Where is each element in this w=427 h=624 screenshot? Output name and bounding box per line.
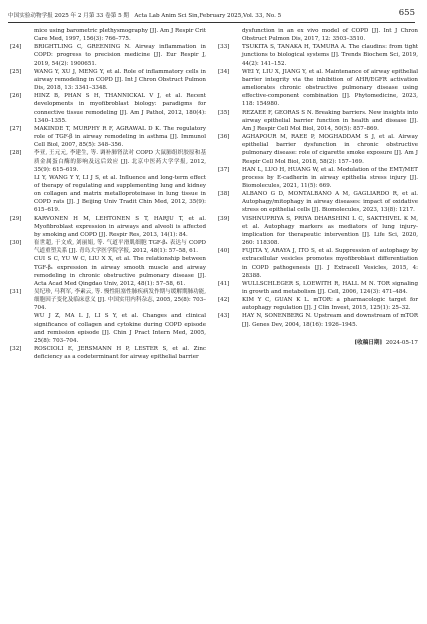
running-header (8, 8, 415, 22)
reference-text: VISHNUPRIYA S, PRIYA DHARSHINI L C, SAKTHIVEL K M, et al. Autophagy markers as mediators of lung injury-implication for therapeutic intervention [J]. Life Sci, 2020, 260: 118308. (242, 215, 418, 247)
received-label: [收稿日期] (354, 339, 383, 346)
reference-number: [29] (10, 215, 22, 222)
reference-number: [31] (10, 289, 22, 295)
reference-entry (10, 149, 206, 173)
reference-text: WU J Z, MA L J, LI S Y, et al. Changes and clinical significance of collagen and cytokine during COPD episode and remission episode [J]. Chin J Pract Intern Med, 2005, 25(8): 703–704. (34, 313, 206, 344)
reference-number: [34] (218, 68, 230, 75)
reference-number: [39] (218, 215, 230, 222)
reference-number: [30] (10, 240, 22, 247)
reference-text: 李亚, 王元元, 李建生, 等. 调补肺肾法对 COPD 大鼠肺组织胶原和基质金属蛋白酶的影响及远后效应 [J]. 北京中医药大学学报, 2012, 35(9): 615–619. (34, 150, 206, 173)
reference-entry (10, 27, 206, 43)
reference-text: 吴纪珍, 马利军, 李素云, 等. 慢性阻塞性肺疾病发作期与缓解期肺功能, 细胞因子变化及临床意义 [J]. 中国实用内科杂志, 2005, 25(8): 703–704. (34, 289, 206, 312)
reference-number: [36] (218, 134, 230, 141)
reference-text: WEI Y, LIU X, JIANG Y, et al. Maintenance of airway epithelial barrier integrity via the inhibition of AHR/EGFR activation ameliorates chronic obstructive pulmonary disease using effective-component combination [J]. Phytomedicine, 2023, 118: 154980. (242, 68, 418, 108)
reference-entry (10, 312, 206, 345)
reference-number: [43] (218, 313, 230, 320)
reference-entry (10, 125, 206, 149)
reference-number: [38] (218, 191, 230, 198)
reference-text: REZAEE F, GEORAS S N. Breaking barriers. New insights into airway epithelial barrier function in health and disease [J]. Am J Respir Cell Mol Biol, 2014, 50(5): 857–869. (242, 109, 418, 132)
reference-text: ALBANO G D, MONTALBANO A M, GAGLIARDO R, et al. Autophagy/mitophagy in airway diseases: impact of oxidative stress on epithelial cells [J]. Biomolecules, 2023, 13(8): 1217. (242, 191, 418, 214)
reference-text: KIM Y C, GUAN K L. mTOR: a pharmacologic target for autophagy regulation [J]. J Clin Invest, 2015, 125(1): 25–32. (242, 297, 418, 312)
journal-name-zh: 中国实验动物学报 2025 年 2 月第 33 卷第 5 期 (8, 13, 130, 19)
page-number: 655 (398, 8, 415, 18)
journal-name-en: Acta Lab Anim Sci Sin,February 2025,Vol. 33, No. 5 (134, 13, 282, 19)
reference-entry (218, 133, 418, 166)
reference-text: 崔世超, 于文成, 刘丽娟, 等. 气道平滑肌细胞 TGF-β₁ 表达与 COPD 气道重塑关系 [J]. 青岛大学医学院学报, 2012, 48(1): 57–58, 61. (34, 240, 206, 255)
reference-entry (218, 296, 418, 312)
reference-entry (218, 109, 418, 133)
reference-entry (218, 27, 418, 43)
reference-text: ROSCIOLI E, JERSMANN H P, LESTER S, et al. Zinc deficiency as a codeterminant for airway epithelial barrier (34, 346, 206, 361)
reference-entry (10, 288, 206, 312)
reference-entry (218, 43, 418, 67)
reference-number: [26] (10, 93, 22, 100)
journal-citation (8, 11, 281, 19)
reference-number: [35] (218, 109, 230, 116)
reference-entry (10, 215, 206, 239)
reference-entry (218, 68, 418, 109)
header-rule (8, 22, 415, 23)
reference-entry (10, 43, 206, 67)
references-right-column (218, 27, 418, 347)
reference-number: [27] (10, 125, 22, 132)
reference-number: [40] (218, 248, 230, 255)
reference-text: MAKINDE T, MURPHY R F, AGRAWAL D K. The regulatory role of TGF-β in airway remodeling in asthma [J]. Immunol Cell Biol, 2007, 85(5): 348–356. (34, 125, 206, 149)
reference-text: AGHAPOUR M, RAEE P, MOGHADDAM S J, et al. Airway epithelial barrier dysfunction in chronic obstructive pulmonary disease: role of cigarette smoke exposure [J]. Am J Respir Cell Mol Biol, 2018, 58(2): 157–169. (242, 134, 418, 165)
reference-text: FUJITA Y, ARAYA J, ITO S, et al. Suppression of autophagy by extracellular vesicles promotes myofibroblast differentiation in COPD pathogenesis [J]. J Extracell Vesicles, 2015, 4: 28388. (242, 248, 418, 279)
reference-text: TSUKITA S, TANAKA H, TAMURA A. The claudins: from tight junctions to biological systems [J]. Trends Biochem Sci, 2019, 44(2): 141–152. (242, 44, 418, 67)
reference-number: [25] (10, 68, 22, 75)
received-date (218, 339, 418, 347)
reference-text: WULLSCHLEGER S, LOEWITH R, HALL M N. TOR signaling in growth and metabolism [J]. Cell, 2006, 124(3): 471–484. (242, 280, 418, 295)
reference-text: WANG Y, XU J, MENG Y, et al. Role of inflammatory cells in airway remodeling in COPD [J]. Int J Chron Obstruct Pulmon Dis, 2018, 13: 3341–3348. (34, 68, 206, 92)
reference-entry (10, 239, 206, 255)
reference-number: [28] (10, 150, 22, 157)
reference-number: [24] (10, 44, 22, 51)
reference-text: HAN L, LUO H, HUANG W, et al. Modulation of the EMT/MET process by E-cadherin in airway epithelia stress injury [J]. Biomolecules, 2021, 11(5): 669. (242, 166, 418, 189)
received-date-value: 2024-05-17 (385, 339, 418, 346)
reference-text: CUI S C, YU W C, LIU X X, et al. The relationship between TGF-β₁ expression in airway smooth muscle and airway remodeling in chronic obstructive pulmonary disease [J]. Acta Acad Med Qingdao Univ, 2012, 48(1): 57–58, 61. (34, 256, 206, 287)
reference-entry (218, 312, 418, 328)
reference-text: BRIGHTLING C, GREENING N. Airway inflammation in COPD: progress to precision medicine [J]. Eur Respir J, 2019, 54(2): 1900651. (34, 44, 206, 67)
reference-entry (218, 280, 418, 296)
reference-text: LI Y, WANG Y Y, LI J S, et al. Influence and long-term effect of therapy of regulating and supplementing lung and kidney on collagen and matrix metalloproteinase in lung tissue in COPD rats [J]. J Beijing Univ Tradit Chin Med, 2012, 35(9): 615–619. (34, 174, 206, 214)
reference-number: [33] (218, 44, 230, 51)
reference-entry (10, 345, 206, 361)
reference-entry (218, 247, 418, 280)
reference-entry (10, 92, 206, 125)
references-left-column (10, 27, 206, 361)
reference-number: [41] (218, 280, 230, 287)
reference-number: [42] (218, 297, 230, 304)
reference-text: HAY N, SONENBERG N. Upstream and downstream of mTOR [J]. Genes Dev, 2004, 18(16): 1926–1945. (242, 313, 418, 328)
reference-text: mice using barometric plethysmography [J]. Am J Respir Crit Care Med, 1997, 156(3): 766–775. (34, 28, 206, 43)
reference-number: [37] (218, 166, 230, 173)
reference-entry (218, 215, 418, 248)
reference-entry (218, 190, 418, 214)
reference-entry (10, 174, 206, 215)
reference-text: KARVONEN H M, LEHTONEN S T, HARJU T, et al. Myofibroblast expression in airways and alveoli is affected by smoking and COPD [J]. Respir Res, 2013, 14(1): 84. (34, 215, 206, 238)
reference-entry (10, 68, 206, 92)
reference-text: HINZ B, PHAN S H, THANNICKAL V J, et al. Recent developments in myofibroblast biology: paradigms for connective tissue remodeling [J]. Am J Pathol, 2012, 180(4): 1340–1355. (34, 93, 206, 124)
reference-entry (218, 166, 418, 190)
reference-entry (10, 255, 206, 288)
reference-text: dysfunction in an ex vivo model of COPD [J]. Int J Chron Obstruct Pulmon Dis, 2017, 12: 3503–3510. (242, 28, 418, 43)
reference-number: [32] (10, 346, 22, 353)
